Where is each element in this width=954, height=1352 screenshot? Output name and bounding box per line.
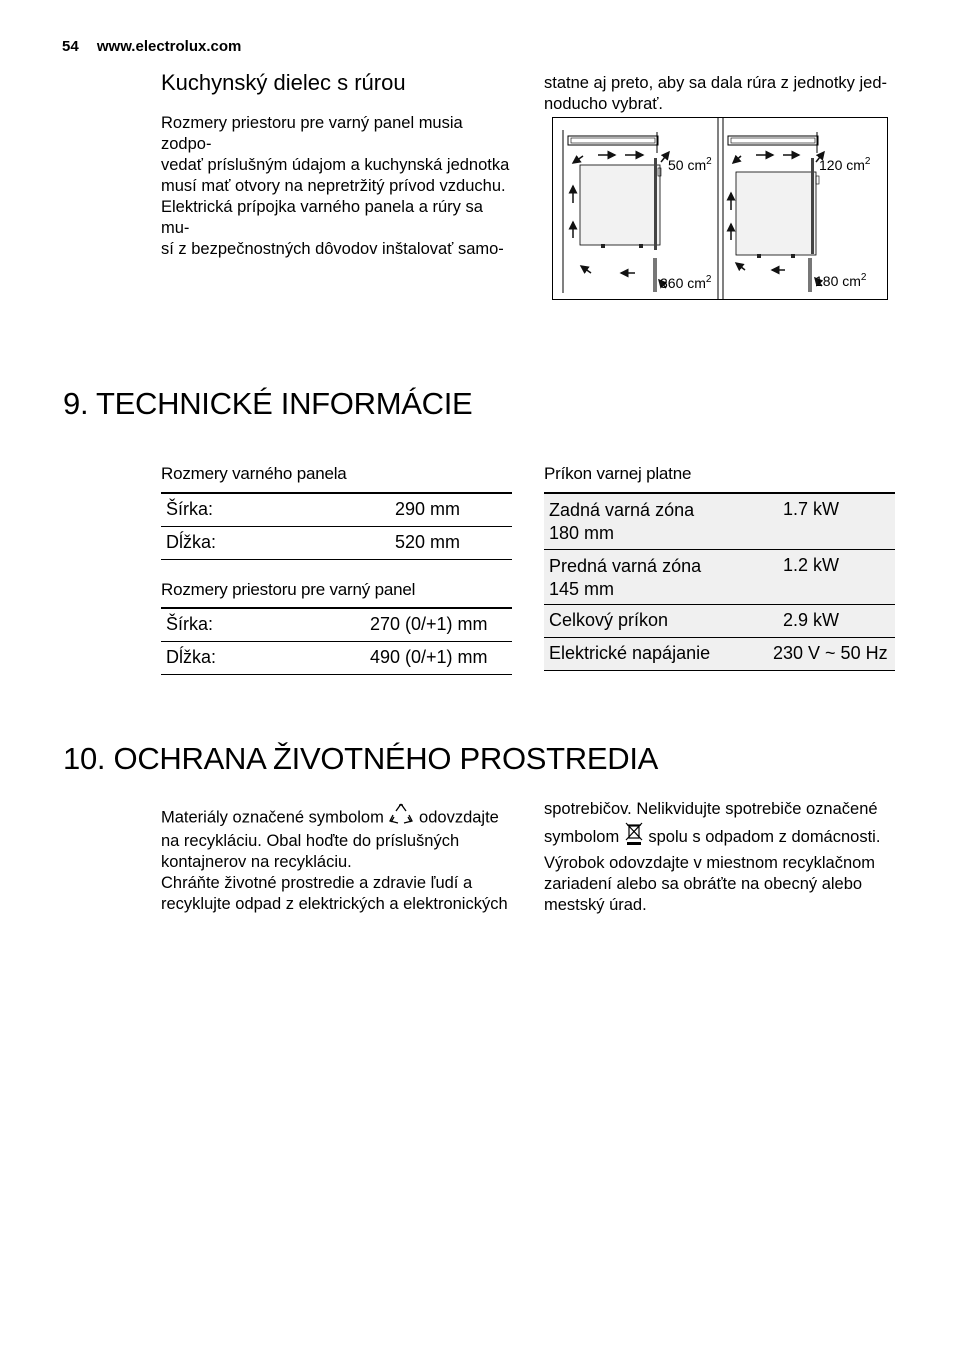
cutout-dims-caption: Rozmery priestoru pre varný panel: [161, 580, 416, 599]
kitchen-unit-title: Kuchynský dielec s rúrou: [161, 70, 406, 95]
table-row: Dĺžka: 520 mm: [161, 526, 512, 559]
environment-paragraph-left: Materiály označené symbolom odovzdajte na recykláciu. Obal hoďte do príslušných kontajnerov na recykláciu. Chráňte životné prostredie a zdravie ľudí a recyklujte odpad z elektrických a elektronických: [161, 801, 513, 915]
crossed-bin-icon: [624, 820, 644, 855]
left-top-area-label: 50 $cm^2$: [668, 156, 712, 173]
ventilation-diagram-svg: [553, 118, 887, 299]
left-cabinet: [563, 118, 718, 299]
website-link[interactable]: www.electrolux.com: [96, 38, 242, 55]
section-9-title: TECHNICKÉ INFORMÁCIE: [96, 386, 473, 421]
table-row: Predná varná zóna 145 mm 1.2 kW: [544, 549, 895, 604]
recycle-icon: [388, 801, 414, 835]
environment-paragraph-right: spotrebičov. Nelikvidujte spotrebiče označené symbolom spolu s odpadom z domácnosti. Výrobok odovzdajte v miestnom recyklačnom zariadení alebo sa obráťte na obecný alebo mestský úrad.: [544, 800, 881, 914]
table-row: Šírka: 290 mm: [161, 493, 512, 526]
right-top-area-label: 120 $cm^2$: [819, 156, 871, 173]
left-bottom-area-label: 360 $cm^2$: [660, 274, 712, 291]
kitchen-paragraph-left: Rozmery priestoru pre varný panel musia zodpo- vedať príslušným údajom a kuchynská jednotka musí mať otvory na nepretržitý prívod vzduchu. Elektrická prípojka varného panela a rúry sa mu- sí z bezpečnostných dôvodov inštalovať samo-: [161, 114, 510, 258]
section-10-heading: [63, 741, 658, 777]
table-row: Celkový príkon 2.9 kW: [544, 604, 895, 637]
section-9-number: 9.: [63, 386, 89, 421]
section-10-number: 10.: [63, 741, 106, 776]
ventilation-diagram: [552, 117, 888, 300]
power-table: [544, 492, 895, 671]
right-cabinet: [723, 118, 819, 299]
table-row: Dĺžka: 490 (0/+1) mm: [161, 641, 512, 674]
kitchen-paragraph-right: statne aj preto, aby sa dala rúra z jednotky jed- noducho vybrať.: [544, 74, 888, 113]
section-10-title: OCHRANA ŽIVOTNÉHO PROSTREDIA: [113, 741, 659, 776]
page-header: [62, 38, 241, 55]
page-number: 54: [62, 38, 79, 55]
power-caption: Príkon varnej platne: [544, 464, 692, 483]
table-row: Elektrické napájanie 230 V ~ 50 Hz: [544, 637, 895, 670]
right-bottom-area-label: 180 $cm^2$: [815, 272, 867, 289]
section-9-heading: [63, 386, 472, 422]
panel-dims-table: [161, 492, 512, 560]
panel-dims-caption: Rozmery varného panela: [161, 464, 347, 483]
table-row: Zadná varná zóna 180 mm 1.7 kW: [544, 493, 895, 549]
cutout-dims-table: [161, 607, 512, 675]
table-row: Šírka: 270 (0/+1) mm: [161, 608, 512, 641]
